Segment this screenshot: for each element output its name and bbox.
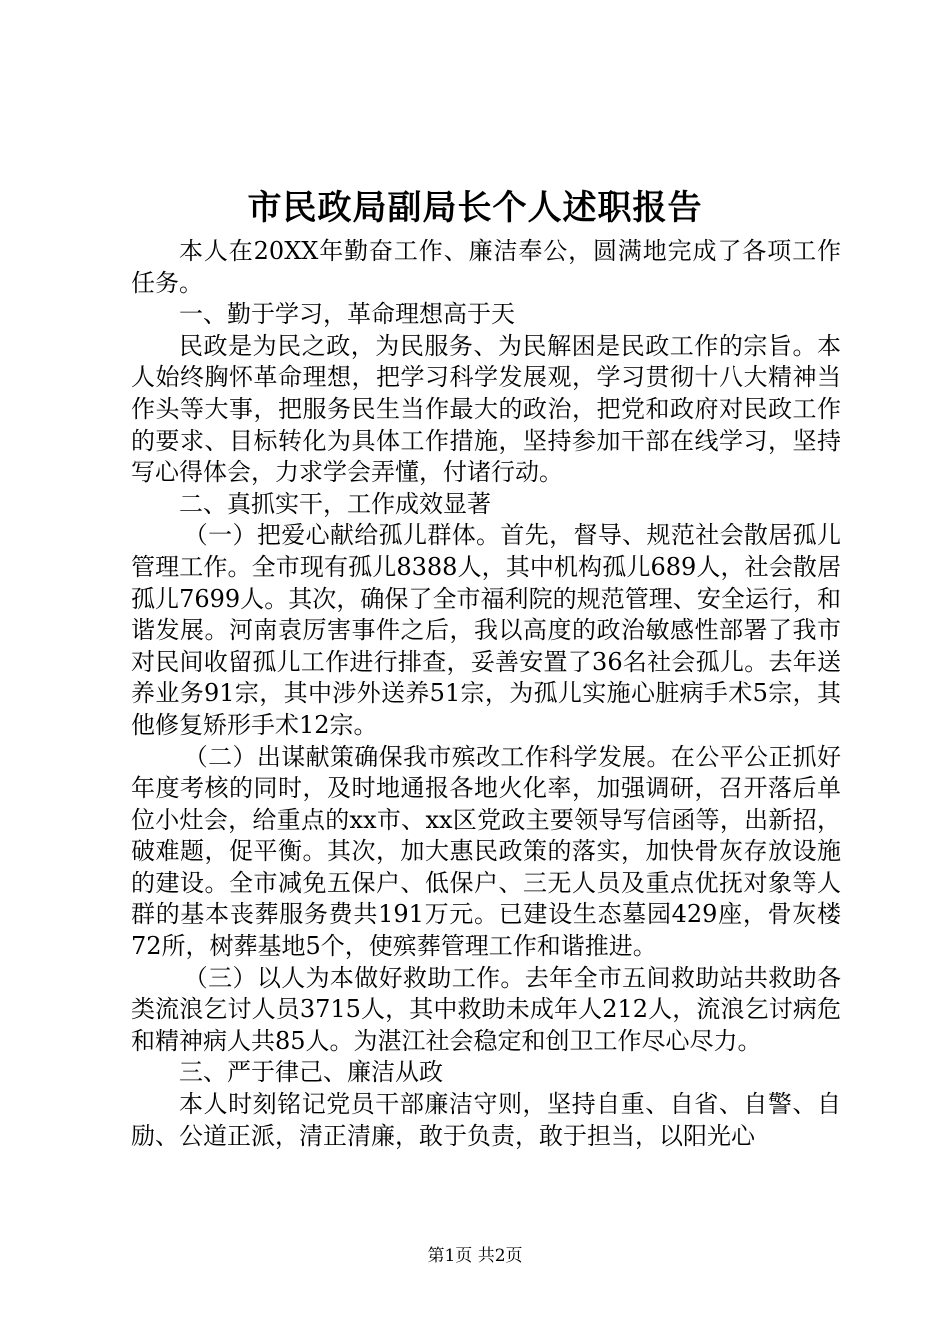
document-title: 市民政局副局长个人述职报告: [247, 188, 703, 228]
paragraph-section-1: 民政是为民之政，为民服务、为民解困是民政工作的宗旨。本人始终胸怀革命理想，把学习科学发展观，学习贯彻十八大精神当作头等大事，把服务民生当作最大的政治，把党和政府对民政工作的要求、目标转化为具体工作措施，坚持参加干部在线学习，坚持写心得体会，力求学会弄懂，付诸行动。: [131, 331, 841, 487]
paragraph-orphans: （一）把爱心献给孤儿群体。首先，督导、规范社会散居孤儿管理工作。全市现有孤儿8388人，其中机构孤儿689人，社会散居孤儿7699人。其次，确保了全市福利院的规范管理、安全运行，和谐发展。河南袁厉害事件之后，我以高度的政治敏感性部署了我市对民间收留孤儿工作进行排查，妥善安置了36名社会孤儿。去年送养业务91宗，其中涉外送养51宗，为孤儿实施心脏病手术5宗，其他修复矫形手术12宗。: [131, 521, 841, 739]
document-body: [131, 236, 841, 1152]
paragraph-funeral-reform: （二）出谋献策确保我市殡改工作科学发展。在公平公正抓好年度考核的同时，及时地通报各地火化率，加强调研，召开落后单位小灶会，给重点的xx市、xx区党政主要领导写信函等，出新招，破难题，促平衡。其次，加大惠民政策的落实，加快骨灰存放设施的建设。全市减免五保户、低保户、三无人员及重点优抚对象等人群的基本丧葬服务费共191万元。已建设生态墓园429座，骨灰楼72所，树葬基地5个，使殡葬管理工作和谐推进。: [131, 742, 841, 961]
paragraph-intro: 本人在20XX年勤奋工作、廉洁奉公，圆满地完成了各项工作任务。: [131, 237, 841, 297]
paragraph-relief: （三）以人为本做好救助工作。去年全市五间救助站共救助各类流浪乞讨人员3715人，其中救助未成年人212人，流浪乞讨病危和精神病人共85人。为湛江社会稳定和创卫工作尽心尽力。: [131, 963, 841, 1055]
section-heading-1: 一、勤于学习，革命理想高于天: [179, 300, 515, 329]
section-heading-2: 二、真抓实干，工作成效显著: [179, 489, 491, 518]
section-heading-3: 三、严于律己、廉洁从政: [179, 1058, 443, 1087]
page-number-footer: 第1页 共2页: [427, 1246, 523, 1266]
paragraph-integrity: 本人时刻铭记党员干部廉洁守则，坚持自重、自省、自警、自励、公道正派，清正清廉，敢于负责，敢于担当，以阳光心: [131, 1090, 841, 1150]
